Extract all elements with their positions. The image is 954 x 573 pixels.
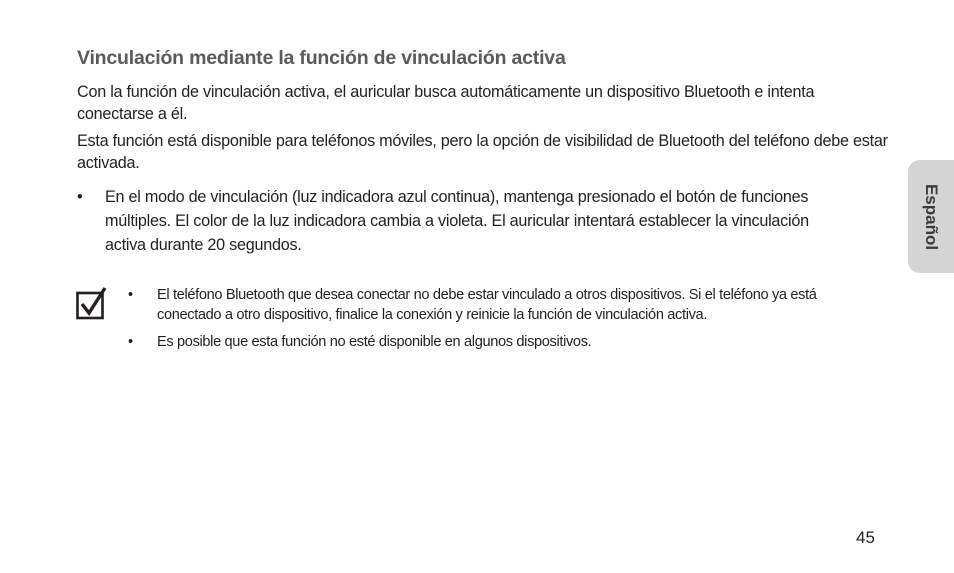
- section-heading: Vinculación mediante la función de vinculación activa: [77, 47, 566, 69]
- language-tab: [908, 160, 954, 273]
- language-tab-label: Español: [922, 183, 941, 250]
- note-item-text: Es posible que esta función no esté disponible en algunos dispositivos.: [157, 334, 592, 350]
- checkbox-note-icon: [76, 287, 107, 320]
- note-bullet-marker: •: [128, 334, 133, 350]
- page-number: 45: [856, 528, 875, 547]
- note-list: [128, 286, 858, 361]
- paragraph-intro: Con la función de vinculación activa, el auricular busca automáticamente un dispositivo Bluetooth e intenta conectarse a él.: [77, 83, 815, 123]
- note-item: [128, 286, 858, 325]
- bullet-text: En el modo de vinculación (luz indicadora azul continua), mantenga presionado el botón de funciones múltiples. El color de la luz indicadora cambia a violeta. El auricular intentará establecer la vinculación activa durante 20 segundos.: [105, 188, 809, 254]
- bullet-marker: •: [77, 188, 83, 206]
- note-item: [128, 333, 858, 353]
- note-item-text: El teléfono Bluetooth que desea conectar no debe estar vinculado a otros dispositivos. Si el teléfono ya está conectado a otro dispositivo, finalice la conexión y reinicie la función de vinculación activa.: [157, 287, 817, 323]
- paragraph-availability: Esta función está disponible para teléfonos móviles, pero la opción de visibilidad de Bluetooth del teléfono debe estar activada.: [77, 132, 888, 172]
- note-bullet-marker: •: [128, 287, 133, 303]
